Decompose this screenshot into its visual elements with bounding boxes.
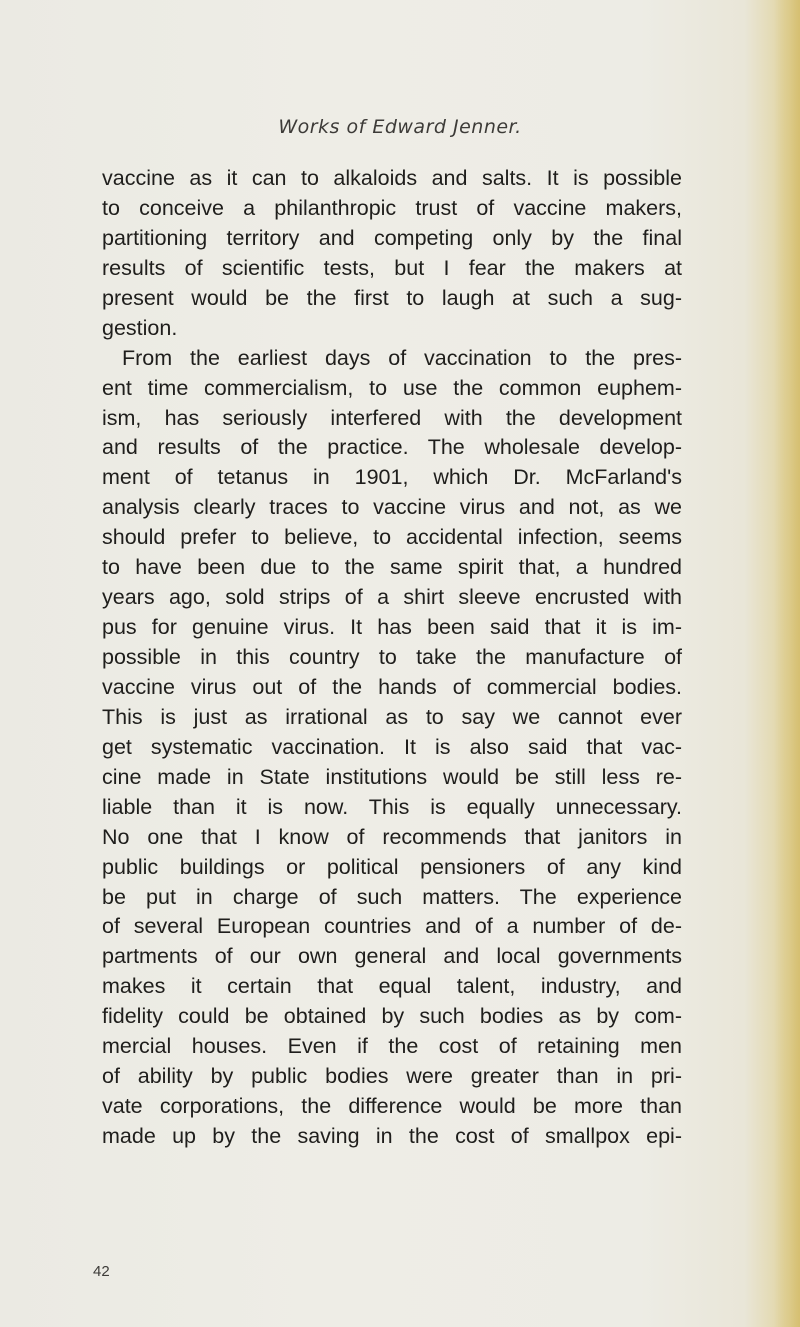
text-line: should prefer to believe, to accidental infection, seems [102, 525, 682, 550]
text-line: to have been due to the same spirit that, a hundred [102, 555, 682, 580]
text-line: No one that I know of recommends that janitors in [102, 824, 682, 849]
text-line: cine made in State institutions would be still less re- [102, 764, 682, 789]
text-line: From the earliest days of vaccination to the pres- [122, 345, 682, 370]
text-line: ism, has seriously interfered with the development [102, 405, 682, 430]
page-number: 42 [93, 1263, 110, 1280]
text-line: This is just as irrational as to say we cannot ever [102, 704, 682, 729]
text-line: of several European countries and of a number of de- [102, 914, 682, 939]
text-line: and results of the practice. The wholesale develop- [102, 435, 682, 460]
text-line: liable than it is now. This is equally unnecessary. [102, 794, 682, 819]
page-edge-discoloration [774, 0, 800, 1327]
text-line: gestion. [102, 315, 178, 340]
text-line: partments of our own general and local governments [102, 944, 682, 969]
text-line: be put in charge of such matters. The experience [102, 884, 682, 909]
text-line: ent time commercialism, to use the common euphem- [102, 375, 682, 400]
text-line: made up by the saving in the cost of smallpox epi- [102, 1124, 682, 1148]
text-line: vaccine as it can to alkaloids and salts. It is possible [102, 166, 682, 190]
text-line: to conceive a philanthropic trust of vaccine makers, [102, 195, 682, 220]
text-line: public buildings or political pensioners of any kind [102, 854, 682, 879]
text-line: results of scientific tests, but I fear the makers at [102, 255, 682, 280]
running-head: Works of Edward Jenner. [278, 116, 522, 138]
text-line: vate corporations, the difference would be more than [102, 1094, 682, 1119]
text-line: partitioning territory and competing only by the final [102, 225, 682, 250]
text-line: of ability by public bodies were greater than in pri- [102, 1064, 682, 1089]
text-line: mercial houses. Even if the cost of retaining men [102, 1034, 682, 1059]
text-line: pus for genuine virus. It has been said that it is im- [102, 615, 682, 640]
text-line: vaccine virus out of the hands of commercial bodies. [102, 674, 682, 699]
text-line: analysis clearly traces to vaccine virus and not, as we [102, 495, 682, 520]
text-line: get systematic vaccination. It is also said that vac- [102, 734, 682, 759]
text-line: ment of tetanus in 1901, which Dr. McFarland's [102, 465, 682, 490]
text-line: fidelity could be obtained by such bodies as by com- [102, 1004, 682, 1029]
text-line: makes it certain that equal talent, industry, and [102, 974, 682, 999]
body-text [102, 164, 682, 1152]
text-line: possible in this country to take the manufacture of [102, 645, 682, 669]
text-line: years ago, sold strips of a shirt sleeve encrusted with [102, 585, 682, 610]
text-line: present would be the first to laugh at such a sug- [102, 285, 682, 310]
